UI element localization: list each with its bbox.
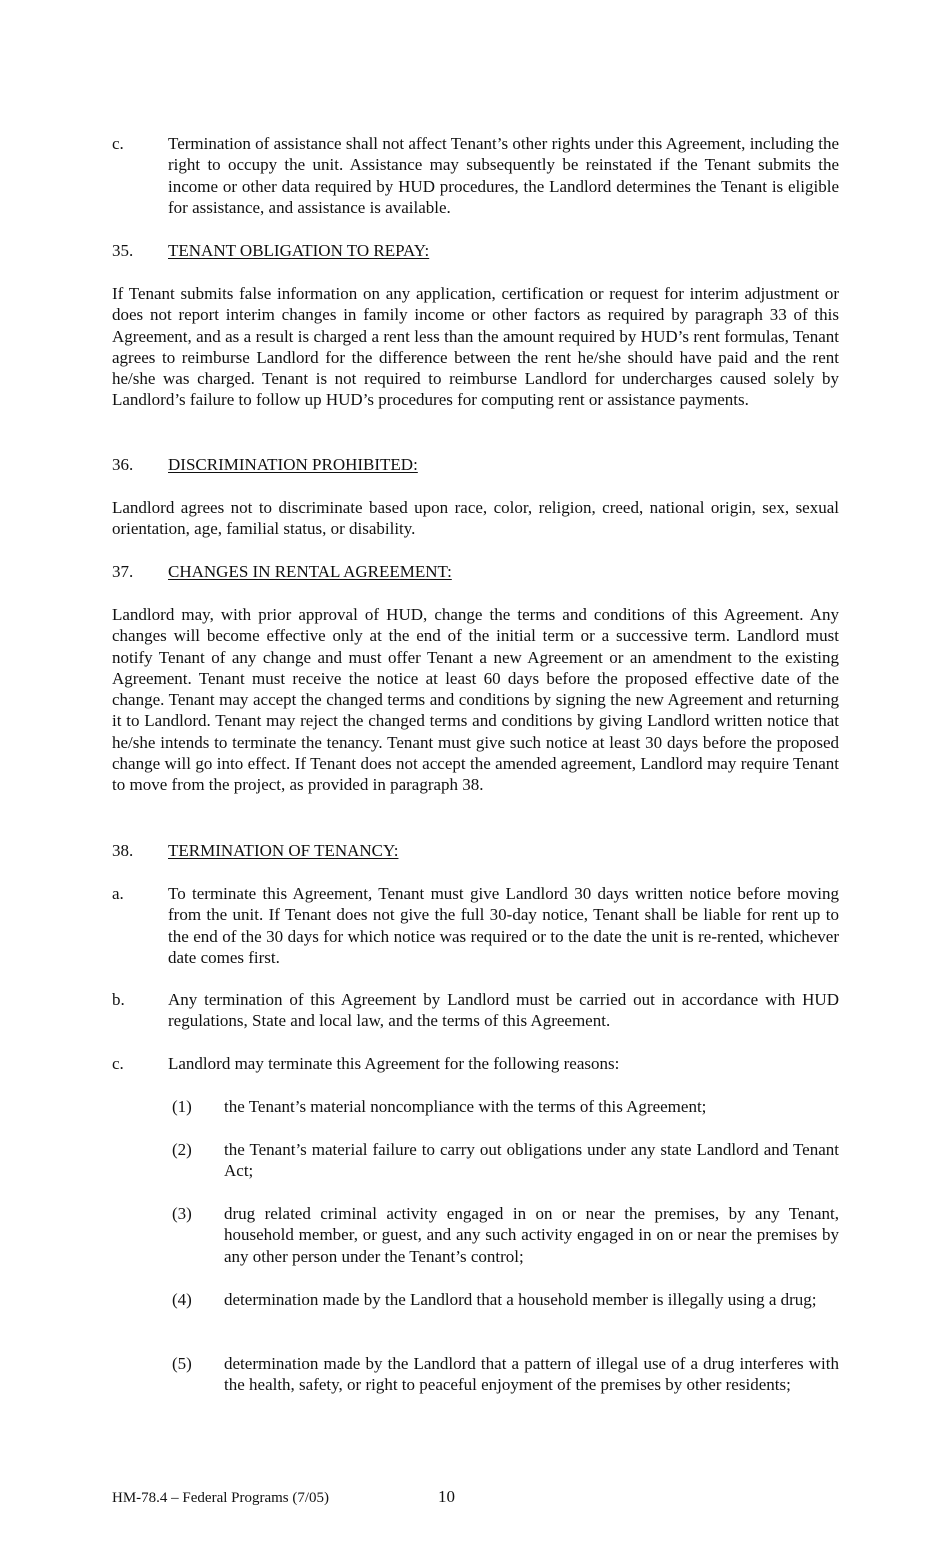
section-number: 38. (112, 841, 134, 860)
reason-3 (168, 1203, 839, 1267)
item-marker: c. (112, 134, 124, 153)
reason-1 (168, 1096, 839, 1117)
section-number: 36. (112, 455, 134, 474)
item-marker: c. (112, 1054, 124, 1073)
reason-marker: (4) (172, 1290, 192, 1309)
section-title: CHANGES IN RENTAL AGREEMENT: (168, 562, 452, 581)
item-text: Landlord may terminate this Agreement for the following reasons: (168, 1054, 620, 1073)
reason-2 (168, 1139, 839, 1182)
reason-text: drug related criminal activity engaged in on or near the premises, by any Tenant, household member, or guest, and any such activity engaged in on or near the premises by any other person under the Tenant’s control; (224, 1204, 839, 1266)
section-title: TENANT OBLIGATION TO REPAY: (168, 241, 430, 260)
item-text: Any termination of this Agreement by Landlord must be carried out in accordance with HUD regulations, State and local law, and the terms of this Agreement. (168, 990, 839, 1031)
item-marker: b. (112, 990, 125, 1009)
item-text: Termination of assistance shall not affect Tenant’s other rights under this Agreement, including the right to occupy the unit. Assistance may subsequently be reinstated if the Tenant submits the income or other data required by HUD procedures, the Landlord determines the Tenant is eligible for assistance, and assistance is available. (168, 134, 839, 217)
reason-marker: (3) (172, 1204, 192, 1223)
section-title: DISCRIMINATION PROHIBITED: (168, 455, 418, 474)
section-38-item-c (112, 1053, 839, 1074)
reason-marker: (2) (172, 1140, 192, 1159)
section-number: 37. (112, 562, 134, 581)
section-title: TERMINATION OF TENANCY: (168, 841, 399, 860)
item-marker: a. (112, 884, 124, 903)
reason-text: the Tenant’s material noncompliance with the terms of this Agreement; (224, 1097, 707, 1116)
footer-form-id: HM-78.4 – Federal Programs (7/05) (112, 1490, 330, 1506)
page-number: 10 (438, 1487, 455, 1506)
reason-text: determination made by the Landlord that a pattern of illegal use of a drug interferes with the health, safety, or right to peaceful enjoyment of the premises by other residents; (224, 1354, 839, 1395)
section-35-body: If Tenant submits false information on any application, certification or request for interim adjustment or does not report interim changes in family income or other factors as required by paragraph 33 of this Agreement, and as a result is charged a rent less than the amount required by HUD’s rent formulas, Tenant agrees to reimburse Landlord for the difference between the rent he/she should have paid and the rent he/she was charged. Tenant is not required to reimburse Landlord for undercharges caused solely by Landlord’s failure to follow up HUD’s procedures for computing rent or assistance payments. (112, 284, 839, 410)
section-34-item-c (112, 133, 839, 218)
section-38-item-b (112, 989, 839, 1032)
reason-marker: (1) (172, 1097, 192, 1116)
section-37-body: Landlord may, with prior approval of HUD, change the terms and conditions of this Agreement. Any changes will become effective only at the end of the initial term or a successive term. Landlord must notify Tenant of any change and must offer Tenant a new Agreement or an amendment to the existing Agreement. Tenant must receive the notice at least 60 days before the proposed effective date of the change. Tenant may accept the changed terms and conditions by signing the new Agreement and returning it to Landlord. Tenant may reject the changed terms and conditions by giving Landlord written notice that he/she intends to terminate the tenancy. Tenant must give such notice at least 30 days before the proposed change will go into effect. If Tenant does not accept the amended agreement, Landlord may require Tenant to move from the project, as provided in paragraph 38. (112, 605, 839, 795)
reason-text: the Tenant’s material failure to carry out obligations under any state Landlord and Tenant Act; (224, 1140, 839, 1181)
section-number: 35. (112, 241, 134, 260)
reason-5 (168, 1353, 839, 1396)
reason-4 (168, 1289, 839, 1310)
item-text: To terminate this Agreement, Tenant must give Landlord 30 days written notice before moving from the unit. If Tenant does not give the full 30-day notice, Tenant shall be liable for rent up to the end of the 30 days for which notice was required or to the date the unit is re-rented, whichever date comes first. (168, 884, 839, 967)
reason-marker: (5) (172, 1354, 192, 1373)
reason-text: determination made by the Landlord that a household member is illegally using a drug; (224, 1290, 817, 1309)
section-38-item-a (112, 883, 839, 968)
section-36-body: Landlord agrees not to discriminate based upon race, color, religion, creed, national origin, sex, sexual orientation, age, familial status, or disability. (112, 498, 839, 539)
